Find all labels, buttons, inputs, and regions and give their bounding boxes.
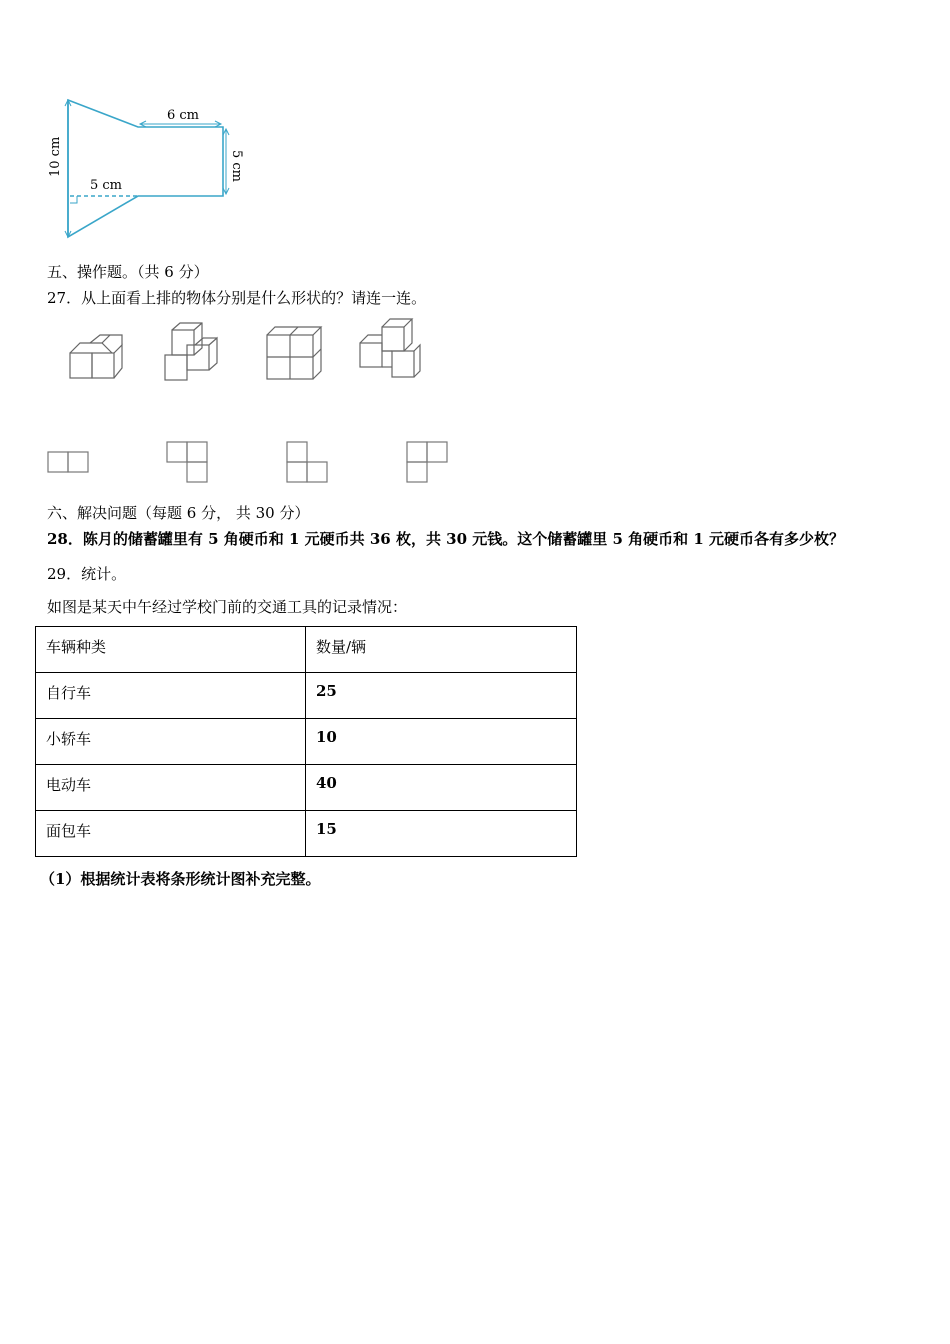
label-left: 10 cm [48, 136, 63, 177]
vehicle-name: 小轿车 [36, 719, 306, 765]
top-view-4 [407, 442, 447, 482]
section5-heading: 五、操作题。（共 6 分） [47, 263, 209, 281]
section6-heading: 六、解决问题（每题 6 分， 共 30 分） [47, 504, 310, 522]
sub-question-1: （1）根据统计表将条形统计图补充完整。 [40, 870, 321, 888]
question-29: 29．统计。 [47, 565, 127, 583]
label-inner: 5 cm [90, 178, 123, 193]
cube-figures [60, 315, 440, 390]
cube-shape-2 [165, 323, 217, 380]
table-row [36, 765, 577, 811]
statistics-table [35, 626, 577, 857]
vehicle-count: 15 [306, 811, 577, 857]
vehicle-name: 电动车 [36, 765, 306, 811]
trapezoid-figure [40, 95, 260, 245]
cube-shape-1 [70, 335, 122, 378]
table-row [36, 811, 577, 857]
table-row [36, 673, 577, 719]
top-view-2 [167, 442, 207, 482]
cube-shape-4 [360, 319, 420, 377]
cube-shape-3 [267, 327, 321, 379]
vehicle-name: 自行车 [36, 673, 306, 719]
table-row [36, 719, 577, 765]
vehicle-count: 10 [306, 719, 577, 765]
right-angle-mark [70, 196, 77, 203]
header-vehicle-type: 车辆种类 [36, 627, 306, 673]
header-count: 数量/辆 [306, 627, 577, 673]
top-view-3 [287, 442, 327, 482]
vehicle-name: 面包车 [36, 811, 306, 857]
question-28: 28．陈月的储蓄罐里有 5 角硬币和 1 元硬币共 36 枚，共 30 元钱。这个储蓄罐里 5 角硬币和 1 元硬币各有多少枚？ [47, 530, 845, 548]
table-header-row [36, 627, 577, 673]
label-right: 5 cm [229, 150, 244, 183]
table-intro: 如图是某天中午经过学校门前的交通工具的记录情况： [47, 598, 408, 616]
figure-outline [68, 100, 223, 237]
vehicle-count: 25 [306, 673, 577, 719]
vehicle-count: 40 [306, 765, 577, 811]
question-27: 27．从上面看上排的物体分别是什么形状的？请连一连。 [47, 289, 427, 307]
top-view-1 [48, 452, 88, 472]
label-top: 6 cm [167, 108, 200, 123]
top-view-figures [45, 438, 465, 488]
